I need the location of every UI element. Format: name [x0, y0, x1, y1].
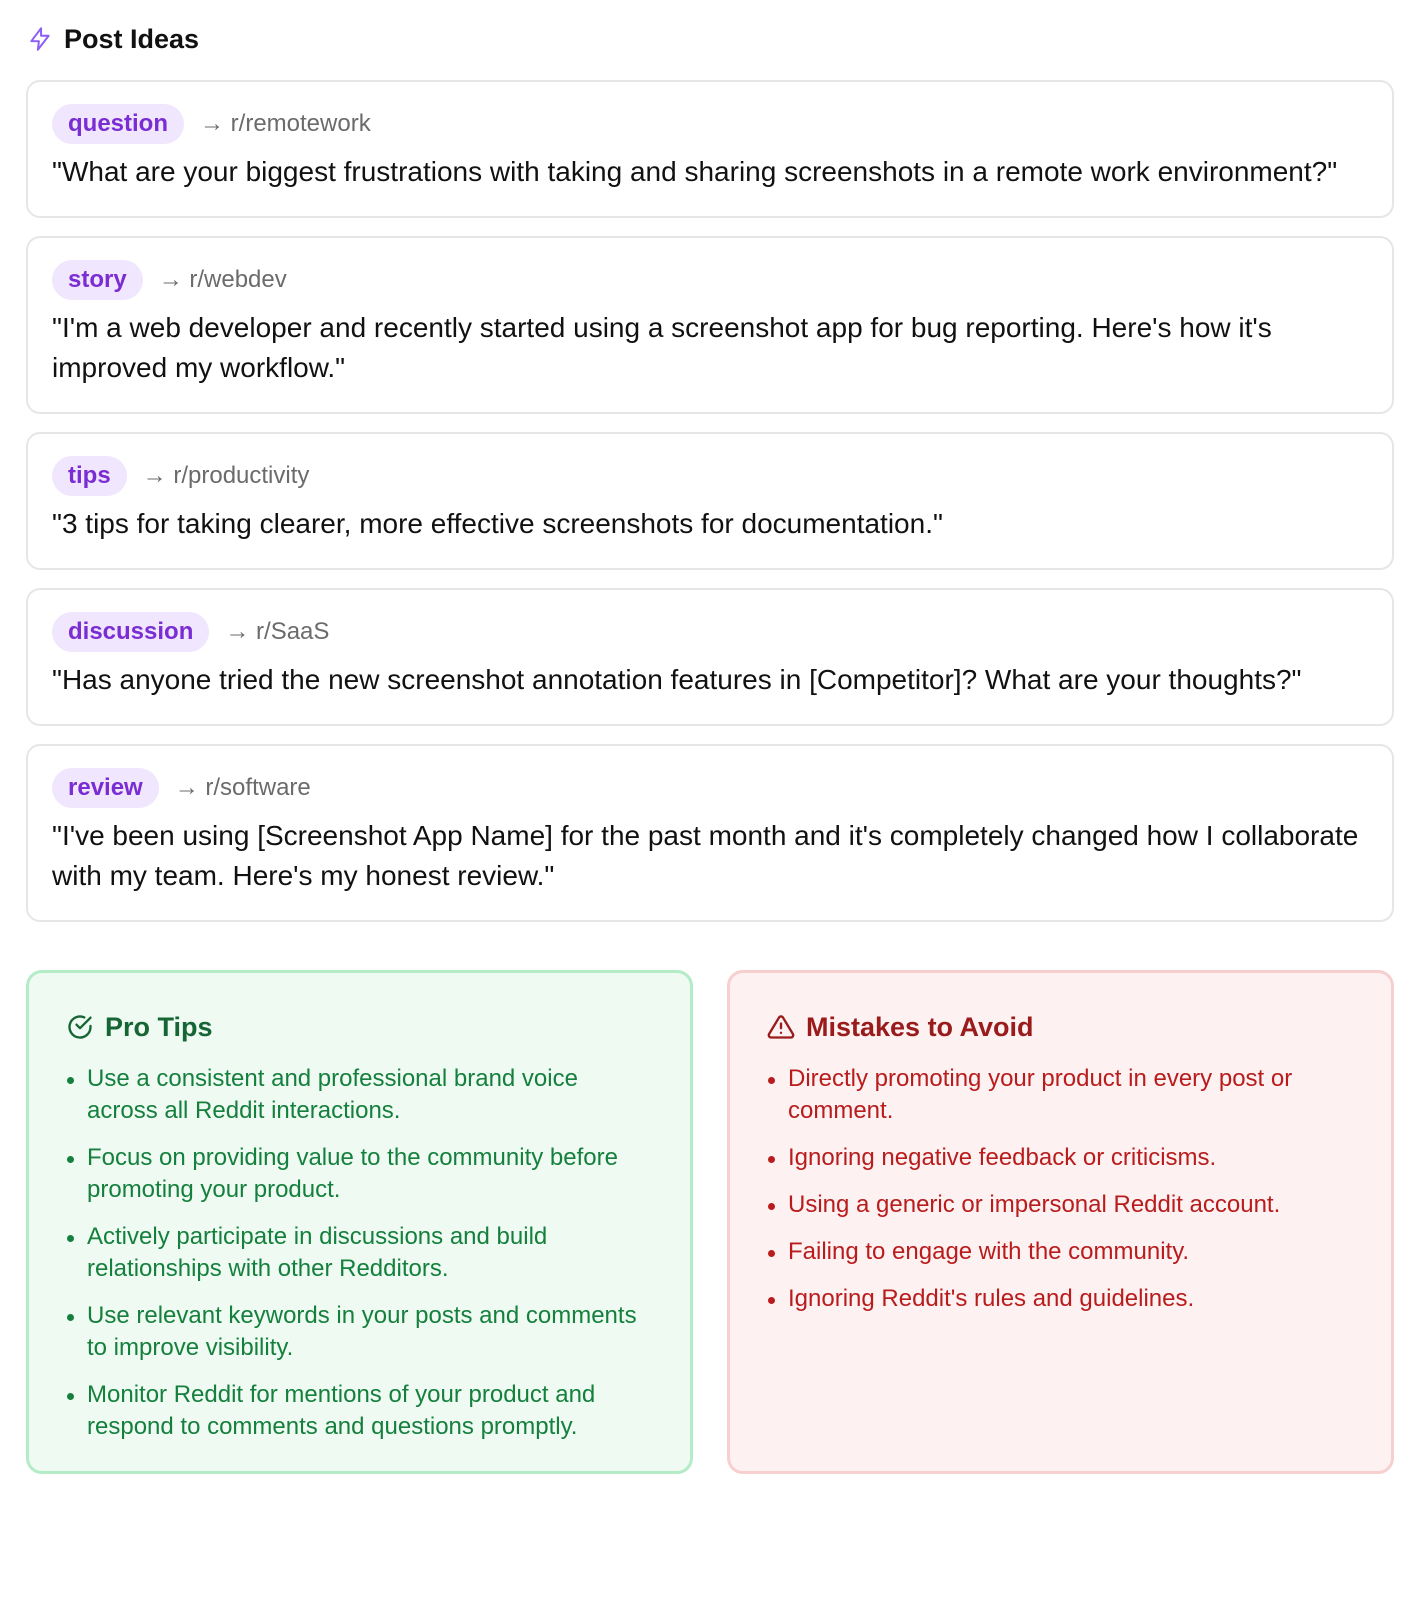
post-idea-meta: [52, 768, 1368, 808]
post-idea-card[interactable]: [26, 432, 1394, 570]
list-item: Actively participate in discussions and build relationships with other Redditors.: [65, 1221, 654, 1285]
post-idea-card[interactable]: [26, 236, 1394, 414]
pro-tips-header: [65, 1007, 654, 1047]
list-item: Use relevant keywords in your posts and comments to improve visibility.: [65, 1300, 654, 1364]
mistakes-panel: [727, 970, 1394, 1474]
list-item: Focus on providing value to the community before promoting your product.: [65, 1142, 654, 1206]
post-ideas-list: [26, 80, 1394, 922]
post-type-badge: review: [52, 768, 159, 808]
list-item: Failing to engage with the community.: [766, 1236, 1355, 1268]
post-idea-text: "3 tips for taking clearer, more effective screenshots for documentation.": [52, 508, 943, 539]
warning-triangle-icon: [766, 1012, 796, 1042]
post-ideas-page: [0, 20, 1420, 1598]
post-idea-text: "I've been using [Screenshot App Name] for the past month and it's completely changed how I collaborate with my team. Here's my honest review.": [52, 820, 1359, 891]
mistakes-list: [766, 1063, 1355, 1315]
check-circle-icon: [65, 1012, 95, 1042]
post-type-badge: story: [52, 260, 143, 300]
subreddit-label: → r/remotework: [200, 110, 371, 137]
list-item: Ignoring Reddit's rules and guidelines.: [766, 1283, 1355, 1315]
pro-tips-title: Pro Tips: [105, 1011, 213, 1042]
post-idea-meta: [52, 260, 1368, 300]
list-item: Using a generic or impersonal Reddit account.: [766, 1189, 1355, 1221]
post-idea-meta: [52, 456, 1368, 496]
post-idea-card[interactable]: [26, 80, 1394, 218]
list-item: Monitor Reddit for mentions of your product and respond to comments and questions promptly.: [65, 1379, 654, 1443]
lightning-icon: [26, 25, 54, 53]
pro-tips-panel: [26, 970, 693, 1474]
advice-panels: [26, 970, 1394, 1474]
post-idea-meta: [52, 612, 1368, 652]
pro-tips-list: [65, 1063, 654, 1443]
post-idea-meta: [52, 104, 1368, 144]
list-item: Use a consistent and professional brand voice across all Reddit interactions.: [65, 1063, 654, 1127]
post-type-badge: discussion: [52, 612, 209, 652]
page-title: Post Ideas: [64, 23, 200, 54]
post-idea-text: "I'm a web developer and recently started using a screenshot app for bug reporting. Here's how it's improved my workflow.": [52, 312, 1272, 383]
post-idea-card[interactable]: [26, 588, 1394, 726]
subreddit-label: → r/SaaS: [225, 618, 330, 645]
mistakes-header: [766, 1007, 1355, 1047]
subreddit-label: → r/software: [174, 774, 311, 801]
post-type-badge: question: [52, 104, 184, 144]
post-idea-card[interactable]: [26, 744, 1394, 922]
list-item: Directly promoting your product in every post or comment.: [766, 1063, 1355, 1127]
post-type-badge: tips: [52, 456, 127, 496]
post-ideas-header: [26, 20, 1394, 58]
subreddit-label: → r/webdev: [158, 266, 287, 293]
subreddit-label: → r/productivity: [142, 462, 310, 489]
post-idea-text: "What are your biggest frustrations with taking and sharing screenshots in a remote work environment?": [52, 156, 1338, 187]
post-idea-text: "Has anyone tried the new screenshot annotation features in [Competitor]? What are your thoughts?": [52, 664, 1302, 695]
mistakes-title: Mistakes to Avoid: [806, 1011, 1034, 1042]
list-item: Ignoring negative feedback or criticisms.: [766, 1142, 1355, 1174]
